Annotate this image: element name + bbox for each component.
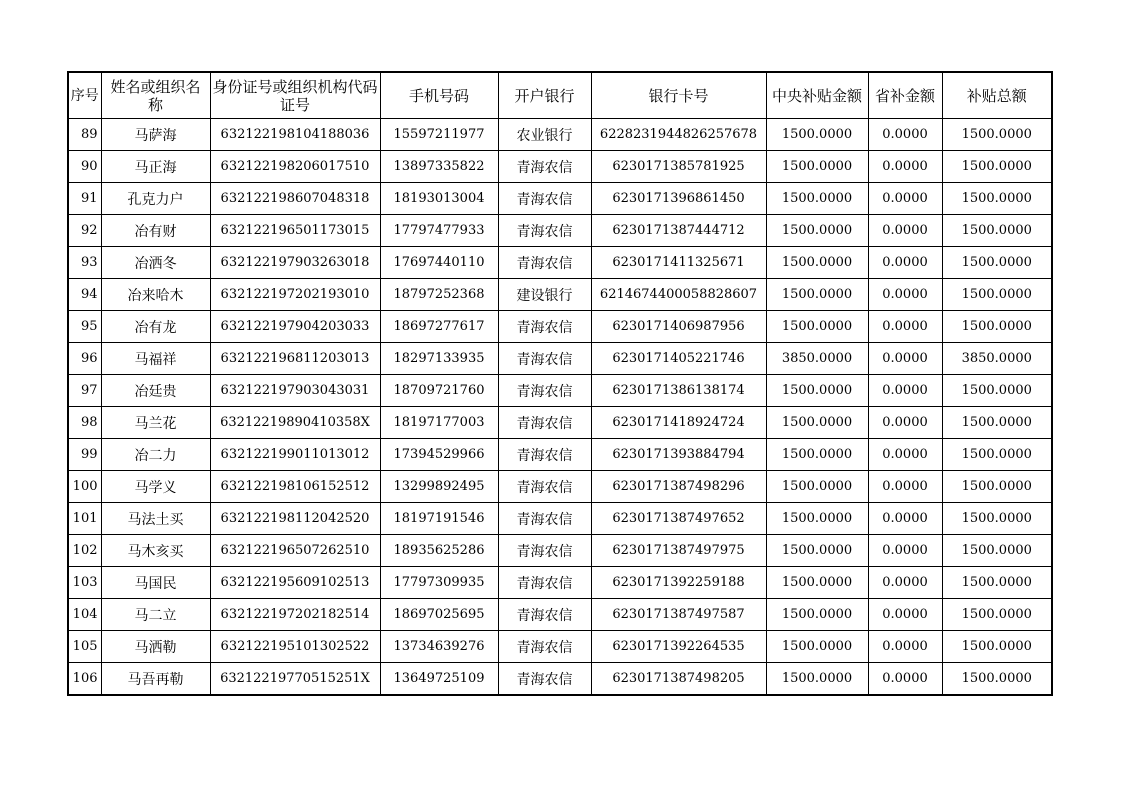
cell-seq: 100 (68, 471, 101, 503)
cell-bank: 青海农信 (498, 375, 591, 407)
cell-name: 马洒勒 (101, 631, 210, 663)
cell-card-number: 6230171405221746 (591, 343, 766, 375)
cell-bank: 青海农信 (498, 439, 591, 471)
cell-province-amount: 0.0000 (868, 599, 942, 631)
cell-phone: 13734639276 (380, 631, 498, 663)
cell-central-amount: 1500.0000 (766, 535, 868, 567)
table-row (68, 439, 1052, 471)
cell-central-amount: 1500.0000 (766, 567, 868, 599)
cell-seq: 90 (68, 151, 101, 183)
table-row (68, 311, 1052, 343)
cell-id-number: 63212219890410358X (210, 407, 380, 439)
cell-card-number: 6230171392259188 (591, 567, 766, 599)
cell-seq: 94 (68, 279, 101, 311)
cell-seq: 105 (68, 631, 101, 663)
cell-province-amount: 0.0000 (868, 119, 942, 151)
cell-seq: 104 (68, 599, 101, 631)
cell-phone: 13649725109 (380, 663, 498, 696)
cell-id-number: 632122196501173015 (210, 215, 380, 247)
table-row (68, 663, 1052, 696)
cell-id-number: 632122196507262510 (210, 535, 380, 567)
cell-central-amount: 1500.0000 (766, 503, 868, 535)
cell-total-amount: 1500.0000 (942, 631, 1052, 663)
cell-id-number: 632122197202182514 (210, 599, 380, 631)
table-row (68, 631, 1052, 663)
cell-phone: 18297133935 (380, 343, 498, 375)
cell-id-number: 632122198104188036 (210, 119, 380, 151)
cell-province-amount: 0.0000 (868, 567, 942, 599)
cell-total-amount: 3850.0000 (942, 343, 1052, 375)
cell-card-number: 6228231944826257678 (591, 119, 766, 151)
table-row (68, 535, 1052, 567)
cell-province-amount: 0.0000 (868, 151, 942, 183)
cell-total-amount: 1500.0000 (942, 151, 1052, 183)
cell-name: 冶有龙 (101, 311, 210, 343)
table-row (68, 279, 1052, 311)
cell-total-amount: 1500.0000 (942, 119, 1052, 151)
cell-name: 马吾再勒 (101, 663, 210, 696)
cell-card-number: 6214674400058828607 (591, 279, 766, 311)
table-row (68, 567, 1052, 599)
table-row (68, 247, 1052, 279)
cell-id-number: 632122199011013012 (210, 439, 380, 471)
cell-central-amount: 1500.0000 (766, 183, 868, 215)
header-province: 省补金额 (868, 72, 942, 119)
cell-total-amount: 1500.0000 (942, 183, 1052, 215)
cell-card-number: 6230171387497587 (591, 599, 766, 631)
cell-name: 冶二力 (101, 439, 210, 471)
cell-name: 冶洒冬 (101, 247, 210, 279)
cell-phone: 17797477933 (380, 215, 498, 247)
cell-central-amount: 1500.0000 (766, 375, 868, 407)
cell-card-number: 6230171418924724 (591, 407, 766, 439)
cell-id-number: 632122198112042520 (210, 503, 380, 535)
header-card: 银行卡号 (591, 72, 766, 119)
cell-bank: 青海农信 (498, 535, 591, 567)
cell-seq: 97 (68, 375, 101, 407)
cell-phone: 18197191546 (380, 503, 498, 535)
cell-province-amount: 0.0000 (868, 503, 942, 535)
cell-card-number: 6230171385781925 (591, 151, 766, 183)
cell-central-amount: 1500.0000 (766, 631, 868, 663)
cell-bank: 青海农信 (498, 503, 591, 535)
table-row (68, 599, 1052, 631)
cell-seq: 103 (68, 567, 101, 599)
table-row (68, 503, 1052, 535)
cell-total-amount: 1500.0000 (942, 215, 1052, 247)
cell-name: 马福祥 (101, 343, 210, 375)
cell-name: 马法土买 (101, 503, 210, 535)
cell-phone: 13299892495 (380, 471, 498, 503)
cell-seq: 102 (68, 535, 101, 567)
cell-phone: 17697440110 (380, 247, 498, 279)
table-row (68, 183, 1052, 215)
cell-province-amount: 0.0000 (868, 439, 942, 471)
cell-name: 马国民 (101, 567, 210, 599)
cell-name: 马学义 (101, 471, 210, 503)
cell-id-number: 632122195609102513 (210, 567, 380, 599)
cell-total-amount: 1500.0000 (942, 599, 1052, 631)
header-central: 中央补贴金额 (766, 72, 868, 119)
cell-card-number: 6230171386138174 (591, 375, 766, 407)
cell-province-amount: 0.0000 (868, 247, 942, 279)
cell-total-amount: 1500.0000 (942, 663, 1052, 696)
cell-bank: 青海农信 (498, 343, 591, 375)
cell-seq: 96 (68, 343, 101, 375)
table-row (68, 119, 1052, 151)
cell-card-number: 6230171396861450 (591, 183, 766, 215)
cell-name: 马正海 (101, 151, 210, 183)
table-row (68, 343, 1052, 375)
cell-bank: 建设银行 (498, 279, 591, 311)
cell-central-amount: 1500.0000 (766, 119, 868, 151)
cell-card-number: 6230171387497975 (591, 535, 766, 567)
cell-province-amount: 0.0000 (868, 471, 942, 503)
cell-card-number: 6230171406987956 (591, 311, 766, 343)
cell-seq: 93 (68, 247, 101, 279)
cell-province-amount: 0.0000 (868, 535, 942, 567)
cell-central-amount: 1500.0000 (766, 439, 868, 471)
cell-total-amount: 1500.0000 (942, 471, 1052, 503)
cell-phone: 17797309935 (380, 567, 498, 599)
cell-phone: 18197177003 (380, 407, 498, 439)
cell-phone: 18697277617 (380, 311, 498, 343)
cell-name: 马木亥买 (101, 535, 210, 567)
cell-bank: 青海农信 (498, 311, 591, 343)
cell-total-amount: 1500.0000 (942, 247, 1052, 279)
cell-name: 冶有财 (101, 215, 210, 247)
header-name: 姓名或组织名称 (101, 72, 210, 119)
cell-id-number: 632122196811203013 (210, 343, 380, 375)
header-seq: 序号 (68, 72, 101, 119)
subsidy-table (67, 71, 1053, 696)
cell-bank: 青海农信 (498, 183, 591, 215)
cell-name: 马二立 (101, 599, 210, 631)
cell-seq: 106 (68, 663, 101, 696)
cell-phone: 18697025695 (380, 599, 498, 631)
table-row (68, 215, 1052, 247)
cell-province-amount: 0.0000 (868, 375, 942, 407)
cell-name: 冶来哈木 (101, 279, 210, 311)
cell-total-amount: 1500.0000 (942, 279, 1052, 311)
cell-central-amount: 1500.0000 (766, 407, 868, 439)
cell-province-amount: 0.0000 (868, 631, 942, 663)
cell-id-number: 632122198206017510 (210, 151, 380, 183)
cell-province-amount: 0.0000 (868, 279, 942, 311)
cell-bank: 青海农信 (498, 247, 591, 279)
table-row (68, 151, 1052, 183)
cell-province-amount: 0.0000 (868, 407, 942, 439)
cell-central-amount: 1500.0000 (766, 247, 868, 279)
cell-name: 冶廷贵 (101, 375, 210, 407)
cell-bank: 青海农信 (498, 631, 591, 663)
cell-card-number: 6230171411325671 (591, 247, 766, 279)
header-bank: 开户银行 (498, 72, 591, 119)
cell-central-amount: 1500.0000 (766, 279, 868, 311)
cell-seq: 101 (68, 503, 101, 535)
cell-province-amount: 0.0000 (868, 343, 942, 375)
cell-bank: 青海农信 (498, 407, 591, 439)
cell-seq: 89 (68, 119, 101, 151)
cell-seq: 95 (68, 311, 101, 343)
cell-id-number: 63212219770515251X (210, 663, 380, 696)
cell-card-number: 6230171392264535 (591, 631, 766, 663)
cell-id-number: 632122195101302522 (210, 631, 380, 663)
cell-central-amount: 1500.0000 (766, 599, 868, 631)
table-header-row (68, 72, 1052, 119)
cell-phone: 18935625286 (380, 535, 498, 567)
cell-central-amount: 1500.0000 (766, 151, 868, 183)
header-total: 补贴总额 (942, 72, 1052, 119)
cell-phone: 18797252368 (380, 279, 498, 311)
header-phone: 手机号码 (380, 72, 498, 119)
cell-total-amount: 1500.0000 (942, 375, 1052, 407)
cell-bank: 农业银行 (498, 119, 591, 151)
cell-total-amount: 1500.0000 (942, 407, 1052, 439)
cell-phone: 15597211977 (380, 119, 498, 151)
cell-name: 孔克力户 (101, 183, 210, 215)
cell-name: 马萨海 (101, 119, 210, 151)
cell-bank: 青海农信 (498, 599, 591, 631)
cell-total-amount: 1500.0000 (942, 535, 1052, 567)
cell-card-number: 6230171387498296 (591, 471, 766, 503)
cell-bank: 青海农信 (498, 151, 591, 183)
cell-id-number: 632122197904203033 (210, 311, 380, 343)
cell-total-amount: 1500.0000 (942, 567, 1052, 599)
cell-seq: 99 (68, 439, 101, 471)
cell-id-number: 632122198106152512 (210, 471, 380, 503)
cell-province-amount: 0.0000 (868, 663, 942, 696)
cell-total-amount: 1500.0000 (942, 311, 1052, 343)
cell-bank: 青海农信 (498, 663, 591, 696)
table-row (68, 375, 1052, 407)
cell-id-number: 632122197903263018 (210, 247, 380, 279)
cell-id-number: 632122197202193010 (210, 279, 380, 311)
header-id: 身份证号或组织机构代码证号 (210, 72, 380, 119)
cell-central-amount: 1500.0000 (766, 311, 868, 343)
cell-province-amount: 0.0000 (868, 311, 942, 343)
cell-bank: 青海农信 (498, 215, 591, 247)
cell-total-amount: 1500.0000 (942, 503, 1052, 535)
cell-bank: 青海农信 (498, 567, 591, 599)
cell-phone: 18709721760 (380, 375, 498, 407)
cell-central-amount: 1500.0000 (766, 471, 868, 503)
cell-card-number: 6230171387444712 (591, 215, 766, 247)
cell-id-number: 632122198607048318 (210, 183, 380, 215)
cell-name: 马兰花 (101, 407, 210, 439)
cell-card-number: 6230171387497652 (591, 503, 766, 535)
table-body (68, 119, 1052, 696)
cell-total-amount: 1500.0000 (942, 439, 1052, 471)
cell-central-amount: 1500.0000 (766, 215, 868, 247)
table-row (68, 471, 1052, 503)
cell-central-amount: 1500.0000 (766, 663, 868, 696)
cell-bank: 青海农信 (498, 471, 591, 503)
cell-phone: 13897335822 (380, 151, 498, 183)
cell-phone: 18193013004 (380, 183, 498, 215)
cell-seq: 91 (68, 183, 101, 215)
table-row (68, 407, 1052, 439)
cell-seq: 98 (68, 407, 101, 439)
cell-seq: 92 (68, 215, 101, 247)
cell-province-amount: 0.0000 (868, 183, 942, 215)
cell-card-number: 6230171393884794 (591, 439, 766, 471)
cell-province-amount: 0.0000 (868, 215, 942, 247)
cell-phone: 17394529966 (380, 439, 498, 471)
cell-central-amount: 3850.0000 (766, 343, 868, 375)
cell-card-number: 6230171387498205 (591, 663, 766, 696)
cell-id-number: 632122197903043031 (210, 375, 380, 407)
